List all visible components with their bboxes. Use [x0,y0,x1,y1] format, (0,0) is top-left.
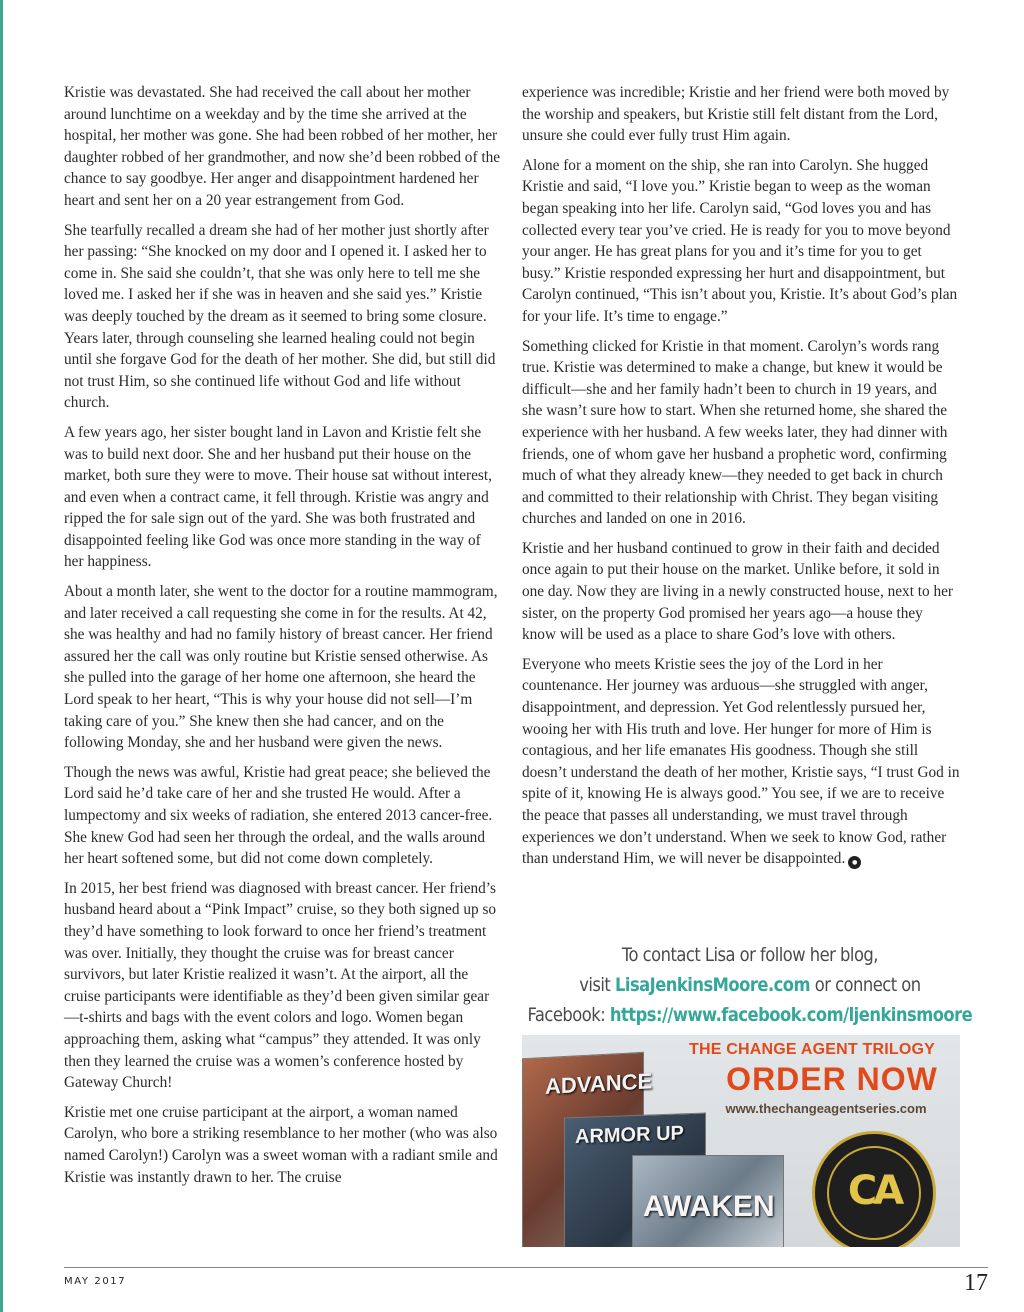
article-final-paragraph [522,654,960,870]
article-paragraph: Kristie and her husband continued to grow in their faith and decided once again to put their house on the market. Unlike before, it sold in one day. Now they are living in a newly constructed house, next to her sister, on the property God promised her years ago—a house they know will be used as a place to share God’s love with others. [522,539,954,644]
article-paragraph: Kristie was devastated. She had received the call about her mother around lunchtime on a weekday and by the time she arrived at the hospital, her mother was gone. She had been robbed of her mother, her daughter robbed of her grandmother, and now she’d been robbed of the chance to say goodbye. Her anger and disappointment hardened her heart and sent her on a 20 year estrangement from God. [64,84,501,209]
ad-url-link[interactable]: www.thechangeagentseries.com [725,1101,927,1116]
article-paragraph: In 2015, her best friend was diagnosed with breast cancer. Her friend’s husband heard about a “Pink Impact” cruise, so they both signed up so they’d have something to look forward to once her friend’s treatment was over. Initially, they thought the cruise was for breast cancer survivors, but later Kristie realized it wasn’t. At the airport, all the cruise participants were identifiable as they’d been given similar gear—t-shirts and bags with the event colors and logo. Women began approaching them, asking what “campus” they attended. It was only then they learned the cruise was a women’s conference hosted by Gateway Church! [64,879,497,1092]
contact-line-3 [522,1000,978,1030]
logo-monogram: CA [847,1168,901,1214]
article-paragraph: Something clicked for Kristie in that moment. Carolyn’s words rang true. Kristie was determined to make a change, but knew it would be difficult—she and her family hadn’t been to church in 19 years, and she wasn’t sure how to start. When she returned home, she shared the experience with her husband. A few weeks later, they had dinner with friends, one of whom gave her husband a prophetic word, confirming much of what they already knew—they needed to get back in church and committed to their relationship with Christ. They began visiting churches and landed on one in 2016. [522,337,948,528]
book-title: AWAKEN [643,1190,775,1223]
article-paragraph: Kristie met one cruise participant at the airport, a woman named Carolyn, who bore a striking resemblance to her mother (who was also named Carolyn!) Carolyn was a sweet woman with a radiant smile and Kristie was instantly drawn to her. The cruise [64,1103,498,1186]
contact-line-2 [522,970,978,1000]
author-contact [522,940,978,1030]
article-final-text: Everyone who meets Kristie sees the joy of the Lord in her countenance. Her journey was arduous—she struggled with anger, disappointment, and depression. Yet God relentlessly pursued her, wooing her with His truth and love. Her hunger for more of Him is contagious, and her life emanates His goodness. Though she still doesn’t understand the death of her mother, Kristie says, “I trust God in spite of it, knowing He is always good.” You see, if we are to receive the peace that passes all understanding, we must travel through experiences we don’t understand. When we seek to know God, rather than understand Him, we will never be disappointed. [522,655,960,868]
book-title: ARMOR UP [575,1122,684,1149]
contact-line-1: To contact Lisa or follow her blog, [621,944,878,966]
article-paragraph: A few years ago, her sister bought land in Lavon and Kristie felt she was to build next door. She and her husband put their house on the market, both sure they were to move. Their house sat without interest, and even when a contract came, it fell through. Kristie was angry and ripped the for sale sign out of the yard. She was both frustrated and disappointed feeling like God was once more standing in the way of her happiness. [64,423,492,571]
book-title: ADVANCE [545,1068,653,1099]
page-edge-rule [0,0,3,1312]
change-agent-logo [812,1131,936,1247]
article-column-left [64,82,502,1196]
article-paragraph: Alone for a moment on the ship, she ran into Carolyn. She hugged Kristie and said, “I love you.” Kristie began to weep as the woman began speaking into her life. Carolyn said, “God loves you and has collected every tear you’ve cried. He is ready for you to move beyond your anger. He has great plans for you and it’s time for you to get busy.” Kristie responded expressing her hurt and disappointment, but Carolyn continued, “This isn’t about you, Kristie. It’s about God’s plan for your life. It’s time to engage.” [522,156,958,325]
trilogy-advertisement[interactable] [522,1035,960,1247]
order-now-button[interactable]: ORDER NOW [726,1061,938,1097]
article-column-right [522,82,960,878]
article-paragraph: Though the news was awful, Kristie had great peace; she believed the Lord said he’d take care of her and she trusted He would. After a lumpectomy and six weeks of radiation, she entered 2013 cancer-free. She knew God had seen her through the ordeal, and the walls around her heart softened some, but did not come down completely. [64,763,493,868]
end-of-article-icon: ● [848,856,861,869]
article-paragraph: experience was incredible; Kristie and her friend were both moved by the worship and speakers, but Kristie still felt distant from the Lord, unsure she could ever fully trust Him again. [522,84,950,145]
ad-title: THE CHANGE AGENT TRILOGY [689,1041,935,1058]
article-paragraph: About a month later, she went to the doctor for a routine mammogram, and later received a call requesting she come in for the results. At 42, she was healthy and had no family history of breast cancer. Her friend assured her the call was only routine but Kristie sensed otherwise. As she pulled into the garage of her home one afternoon, she heard the Lord speak to her heart, “This is why your house did not sell—I’m taking care of you.” She knew then she had cancer, and on the following Monday, she and her husband were given the news. [64,583,498,752]
contact-connect-label: or connect on [810,974,921,996]
facebook-link[interactable]: https://www.facebook.com/ljenkinsmoore [609,1004,973,1026]
footer-divider [64,1267,988,1268]
page-number: 17 [964,1270,988,1296]
issue-date: MAY 2017 [64,1276,127,1287]
facebook-label: Facebook: [527,1004,610,1026]
article-paragraph: She tearfully recalled a dream she had of her mother just shortly after her passing: “She knocked on my door and I opened it. I asked her to come in. She said she couldn’t, that she was only here to tell me she loved me. I asked her if she was in heaven and she said yes.” Kristie was deeply touched by the dream as it seemed to bring some closure. Years later, through counseling she learned healing could not begin until she forgave God for the death of her mother. She did, but still did not trust Him, so she continued life without God and life without church. [64,221,496,412]
website-link[interactable]: LisaJenkinsMoore.com [614,974,811,996]
book-cover-awaken [632,1155,784,1247]
contact-visit-label: visit [579,974,615,996]
